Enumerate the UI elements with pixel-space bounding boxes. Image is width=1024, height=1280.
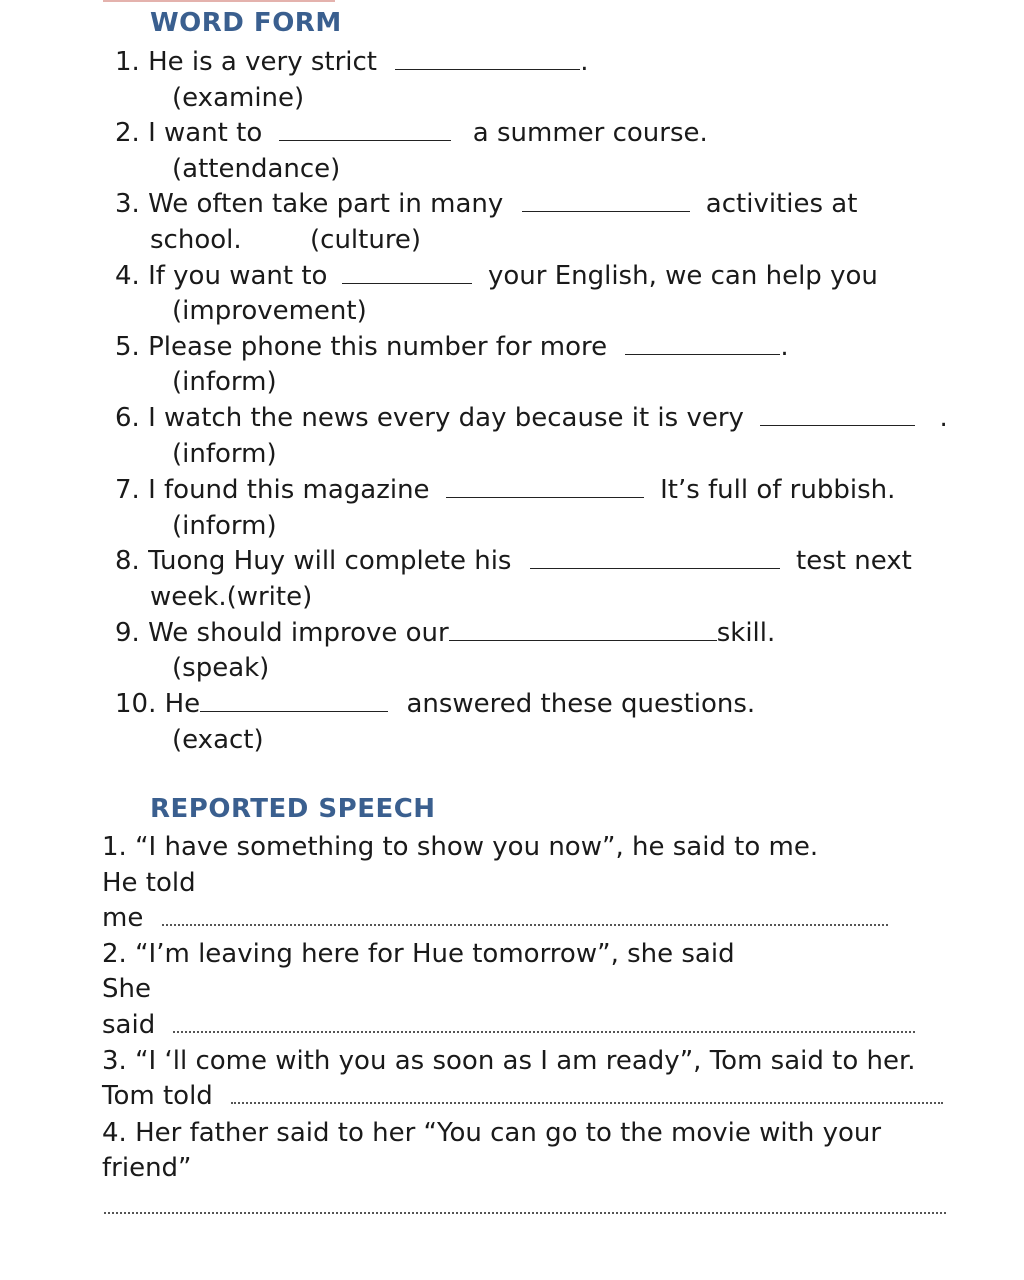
reported-item-1 <box>102 831 818 863</box>
dotted-answer-field[interactable] <box>173 1011 915 1033</box>
word-hint: (improvement) <box>172 296 367 326</box>
answer-line-3 <box>102 1080 943 1112</box>
item-text-after: . <box>939 403 948 433</box>
item-text: We should improve our <box>148 618 449 648</box>
answer-line-2 <box>102 1009 915 1041</box>
item-text: Please phone this number for more <box>148 332 608 362</box>
quote-text: “I have something to show you now”, he said to me. <box>135 832 819 862</box>
dotted-answer-field[interactable] <box>162 904 888 926</box>
word-hint: (attendance) <box>172 154 341 184</box>
item-continuation: friend” <box>102 1153 192 1183</box>
answer-blank[interactable] <box>342 261 472 284</box>
word-hint: (exact) <box>172 725 264 755</box>
item-text: If you want to <box>148 261 328 291</box>
dotted-answer-field[interactable] <box>104 1192 946 1214</box>
word-hint: (inform) <box>172 367 277 397</box>
top-rule <box>103 0 335 2</box>
item-number: 5. <box>115 332 140 362</box>
word-hint: (culture) <box>310 225 422 255</box>
answer-blank[interactable] <box>522 189 690 212</box>
item-text-after: test next <box>796 546 912 576</box>
item-text: I watch the news every day because it is very <box>148 403 744 433</box>
answer-blank[interactable] <box>449 618 717 641</box>
answer-lead: He told <box>102 868 196 898</box>
item-number: 8. <box>115 546 140 576</box>
item-number: 10. <box>115 689 157 719</box>
reported-item-4 <box>102 1117 881 1149</box>
reported-item-2 <box>102 938 735 970</box>
word-hint: (examine) <box>172 83 305 113</box>
item-continuation: school. <box>150 225 242 255</box>
item-number: 7. <box>115 475 140 505</box>
item-text: I want to <box>148 118 263 148</box>
reported-item-3 <box>102 1045 916 1077</box>
exercise-item-9 <box>115 617 775 649</box>
word-hint: (speak) <box>172 653 270 683</box>
exercise-item-7 <box>115 474 895 506</box>
answer-lead: me <box>102 903 144 933</box>
answer-blank[interactable] <box>530 546 780 569</box>
answer-line-4 <box>104 1190 946 1222</box>
item-number: 9. <box>115 618 140 648</box>
answer-line-1 <box>102 902 888 934</box>
answer-blank[interactable] <box>200 689 388 712</box>
answer-blank[interactable] <box>446 475 644 498</box>
item-number: 3. <box>115 189 140 219</box>
item-number: 2. <box>115 118 140 148</box>
exercise-item-3 <box>115 188 857 220</box>
exercise-item-4 <box>115 260 878 292</box>
item-text-after: skill. <box>716 618 776 648</box>
exercise-item-6 <box>115 402 948 434</box>
section-title-word-form: WORD FORM <box>150 8 342 38</box>
item-number: 2. <box>102 939 127 969</box>
item-text-after: It’s full of rubbish. <box>660 475 896 505</box>
item-text-after: . <box>580 47 589 77</box>
quote-text: “I’m leaving here for Hue tomorrow”, she said <box>135 939 735 969</box>
item-text: We often take part in many <box>148 189 504 219</box>
exercise-item-8 <box>115 545 912 577</box>
item-continuation: week.(write) <box>150 582 313 612</box>
item-text-after: . <box>780 332 789 362</box>
item-text: Tuong Huy will complete his <box>148 546 512 576</box>
item-number: 4. <box>102 1118 127 1148</box>
answer-lead: said <box>102 1010 156 1040</box>
item-text: He <box>164 689 201 719</box>
exercise-item-5 <box>115 331 789 363</box>
answer-blank[interactable] <box>279 118 451 141</box>
quote-text: “I ‘ll come with you as soon as I am ready”, Tom said to her. <box>135 1046 916 1076</box>
word-hint: (inform) <box>172 439 277 469</box>
exercise-item-2 <box>115 117 708 149</box>
item-text: I found this magazine <box>148 475 430 505</box>
exercise-item-1 <box>115 46 589 78</box>
quote-text: Her father said to her “You can go to the movie with your <box>135 1118 882 1148</box>
item-text-after: activities at <box>705 189 858 219</box>
dotted-answer-field[interactable] <box>231 1082 943 1104</box>
item-number: 1. <box>102 832 127 862</box>
item-text-after: your English, we can help you <box>487 261 878 291</box>
answer-lead: Tom told <box>102 1081 213 1111</box>
item-text-after: a summer course. <box>472 118 708 148</box>
item-text-after: answered these questions. <box>406 689 756 719</box>
item-number: 4. <box>115 261 140 291</box>
answer-blank[interactable] <box>760 403 915 426</box>
exercise-item-10 <box>115 688 755 720</box>
answer-blank[interactable] <box>625 332 780 355</box>
item-number: 3. <box>102 1046 127 1076</box>
item-number: 6. <box>115 403 140 433</box>
answer-blank[interactable] <box>395 47 580 70</box>
word-hint: (inform) <box>172 511 277 541</box>
item-text: He is a very strict <box>148 47 377 77</box>
section-title-reported-speech: REPORTED SPEECH <box>150 794 436 824</box>
item-number: 1. <box>115 47 140 77</box>
answer-lead: She <box>102 974 151 1004</box>
